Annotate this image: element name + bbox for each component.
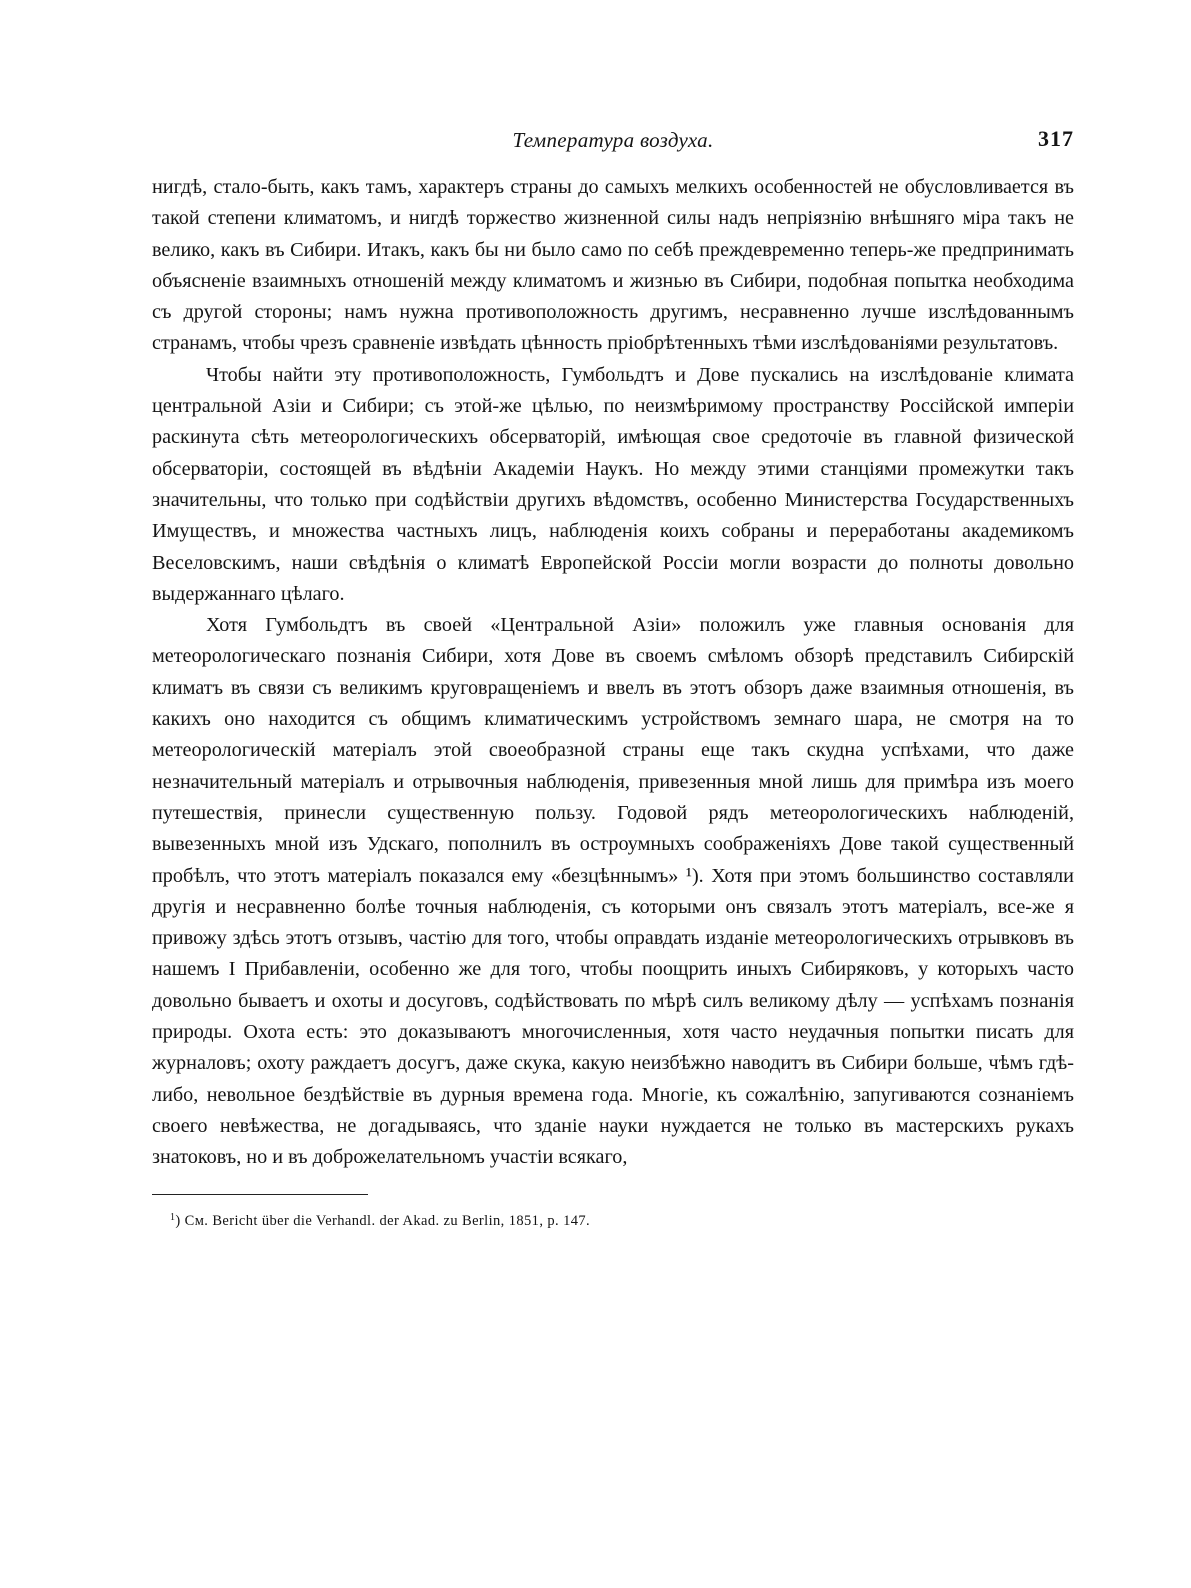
running-head [152, 128, 1074, 162]
running-title: Температура воздуха. [512, 128, 714, 152]
page-number: 317 [1038, 126, 1074, 151]
paragraph-2: Чтобы найти эту противоположность, Гумбольдтъ и Дове пускались на изслѣдованіе климата центральной Азіи и Сибири; съ этой-же цѣлью, по неизмѣримому пространству Россійской имперіи раскинута сѣть метеорологическихъ обсерваторій, имѣющая свое средоточіе въ главной физической обсерваторіи, состоящей въ вѣдѣніи Академіи Наукъ. Но между этими станціями промежутки такъ значительны, что только при содѣйствіи другихъ вѣдомствъ, особенно Министерства Государственныхъ Имуществъ, и множества частныхъ лицъ, наблюденія коихъ собраны и переработаны академикомъ Веселовскимъ, наши свѣдѣнія о климатѣ Европейской Россіи могли возрасти до полноты довольно выдержаннаго цѣлаго. [152, 363, 1074, 605]
paragraph-3: Хотя Гумбольдтъ въ своей «Центральной Азіи» положилъ уже главныя основанія для метеорологическаго познанія Сибири, хотя Дове въ своемъ смѣломъ обзорѣ представилъ Сибирскій климатъ въ связи съ великимъ круговращеніемъ и ввелъ въ этотъ обзоръ даже взаимныя отношенія, въ какихъ оно находится съ общимъ климатическимъ устройствомъ земнаго шара, не смотря на то метеорологическій матеріалъ этой своеобразной страны еще такъ скудна успѣхами, что даже незначительный матеріалъ и отрывочныя наблюденія, привезенныя мной лишь для примѣра изъ моего путешествія, принесли существенную пользу. Годовой рядъ метеорологическихъ наблюденій, вывезенныхъ мной изъ Удскаго, пополнилъ въ остроумныхъ соображеніяхъ Дове такой существенный пробѣлъ, что этотъ матеріалъ показался ему «безцѣннымъ» ¹). Хотя при этомъ большинство составляли другія и несравненно болѣе точныя наблюденія, съ которыми онъ связалъ этотъ матеріалъ, все-же я привожу здѣсь этотъ отзывъ, частію для того, чтобы оправдать изданіе метеорологическихъ отрывковъ въ нашемъ I Прибавленіи, особенно же для того, чтобы поощрить иныхъ Сибиряковъ, у которыхъ часто довольно бываетъ и охоты и досуговъ, содѣйствовать по мѣрѣ силъ великому дѣлу — успѣхамъ познанія природы. Охота есть: это доказываютъ многочисленныя, хотя часто неудачныя попытки писать для журналовъ; охоту раждаетъ досугъ, даже скука, какую неизбѣжно наводитъ въ Сибири больше, чѣмъ гдѣ-либо, невольное бездѣйствіе въ дурныя времена года. Многіе, къ сожалѣнію, запугиваются сознаніемъ своего невѣжества, не догадываясь, что зданіе науки нуждается не только въ мастерскихъ рукахъ знатоковъ, но и въ доброжелательномъ участіи всякаго, [152, 614, 1074, 1169]
footnote-marker: 1 [170, 1211, 176, 1223]
book-page [152, 128, 1074, 1231]
body-text [152, 172, 1074, 1174]
footnote-rule [152, 1194, 368, 1195]
footnote-text: ) См. Bericht über die Verhandl. der Akad. zu Berlin, 1851, p. 147. [175, 1212, 591, 1229]
paragraph-1: нигдѣ, стало-быть, какъ тамъ, характеръ страны до самыхъ мелкихъ особенностей не обусловливается въ такой степени климатомъ, и нигдѣ торжество жизненной силы надъ непріязнію внѣшняго міра такъ не велико, какъ въ Сибири. Итакъ, какъ бы ни было само по себѣ преждевременно теперь-же предпринимать объясненіе взаимныхъ отношеній между климатомъ и жизнью въ Сибири, подобная попытка необходима съ другой стороны; намъ нужна противоположность другимъ, несравненно лучше изслѣдованнымъ странамъ, чтобы чрезъ сравненіе извѣдать цѣнность пріобрѣтенныхъ тѣми изслѣдованіями результатовъ. [152, 176, 1074, 355]
footnote [152, 1208, 1074, 1231]
